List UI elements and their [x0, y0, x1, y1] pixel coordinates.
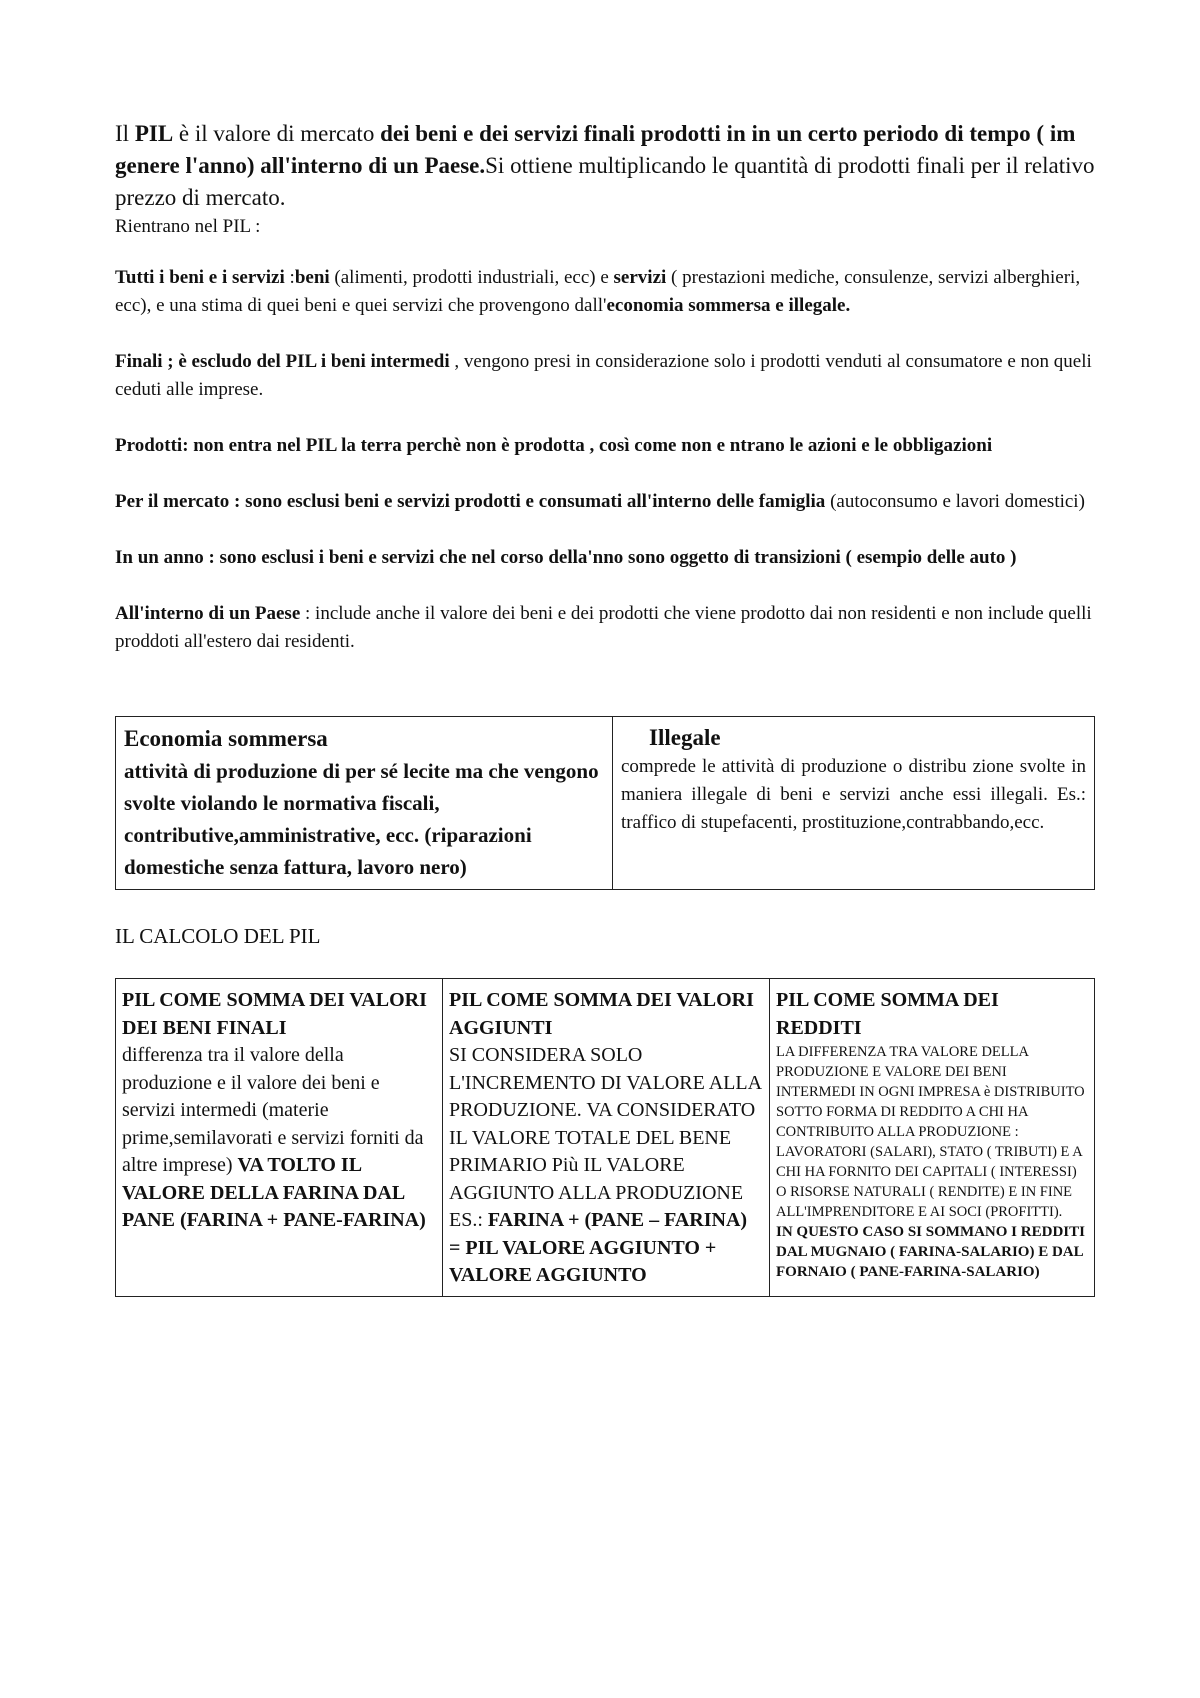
paragraph-tutti: [115, 264, 1095, 320]
text: , vengono presi in considerazione solo i prodotti venduti al consumatore e non queli ceduti alle imprese.: [115, 351, 1092, 400]
paragraph-paese: [115, 600, 1095, 656]
col-head: PIL COME SOMMA DEI VALORI DEI BENI FINALI: [122, 989, 427, 1039]
text: (autoconsumo e lavori domestici): [825, 491, 1085, 512]
col-text: differenza tra il valore della produzione e il valore dei beni e servizi intermedi (materie prime,semilavorati e servizi forniti da altre imprese): [122, 1044, 424, 1176]
sommersa-title: Economia sommersa: [124, 726, 328, 751]
intro-text: Si ottiene multiplicando le quantità di prodotti finali per il relativo prezzo di mercato.: [115, 153, 1095, 210]
bold-text: Tutti i beni e i servizi: [115, 267, 285, 288]
economy-table: [115, 716, 1095, 890]
col-valori-aggiunti: [443, 979, 770, 1297]
intro-bold-pil: PIL: [134, 121, 174, 146]
paragraph-finali: [115, 348, 1095, 404]
bold-text: Prodotti: non entra nel PIL la terra perchè non è prodotta , così come non e ntrano le azioni e le obbligazioni: [115, 435, 993, 456]
paragraph-prodotti: [115, 432, 1095, 460]
intro-bold-definition: dei beni e dei servizi finali prodotti in in un certo periodo di tempo ( im genere l'anno) all'interno di un Paese.: [115, 121, 1076, 178]
col-text: SI CONSIDERA SOLO L'INCREMENTO DI VALORE ALLA PRODUZIONE. VA CONSIDERATO IL VALORE TOTALE DEL BENE PRIMARIO Più IL VALORE AGGIUNTO ALLA PRODUZIONE ES.:: [449, 1044, 761, 1231]
bold-text: Per il mercato : sono esclusi beni e servizi prodotti e consumati all'interno delle famiglia: [115, 491, 826, 512]
bold-text: In un anno : sono esclusi i beni e servizi che nel corso della'nno sono oggetto di transizioni ( esempio delle auto ): [115, 547, 1017, 568]
col-bold: IN QUESTO CASO SI SOMMANO I REDDITI DAL MUGNAIO ( FARINA-SALARIO) E DAL FORNAIO ( PANE-FARINA-SALARIO): [776, 1224, 1085, 1280]
illegale-title: Illegale: [649, 725, 721, 750]
col-beni-finali: [116, 979, 443, 1297]
intro-paragraph: [115, 118, 1095, 214]
sommersa-cell: [116, 717, 613, 890]
text: :: [284, 267, 295, 288]
paragraph-anno: [115, 544, 1095, 572]
table-row: [116, 717, 1095, 890]
illegale-cell: [613, 717, 1095, 890]
col-bold: VA TOLTO IL VALORE DELLA FARINA DAL PANE (FARINA + PANE-FARINA): [122, 1154, 426, 1231]
col-head: PIL COME SOMMA DEI REDDITI: [776, 989, 999, 1039]
text: ( prestazioni mediche, consulenze, servizi alberghieri, ecc), e una stima di quei beni e quei servizi che provengono dall': [115, 267, 1081, 316]
col-head: PIL COME SOMMA DEI VALORI AGGIUNTI: [449, 989, 754, 1039]
bold-text: All'interno di un Paese: [115, 603, 301, 624]
bold-text: economia sommersa e illegale.: [606, 295, 851, 316]
table-row: [116, 979, 1095, 1297]
bold-text: Finali ; è escludo del PIL i beni intermedi: [115, 351, 450, 372]
paragraph-mercato: [115, 488, 1095, 516]
sommersa-text: attività di produzione di per sé lecite ma che vengono svolte violando le normativa fiscali, contributive,amministrative, ecc. (riparazioni domestiche senza fattura, lavoro nero): [124, 759, 599, 879]
col-bold: FARINA + (PANE – FARINA) = PIL VALORE AGGIUNTO + VALORE AGGIUNTO: [449, 1209, 748, 1286]
section-title: IL CALCOLO DEL PIL: [115, 924, 321, 948]
rientrano-line: Rientrano nel PIL :: [115, 216, 261, 237]
document-page: [115, 118, 1095, 1297]
text: (alimenti, prodotti industriali, ecc) e: [329, 267, 614, 288]
calcolo-table: [115, 978, 1095, 1297]
col-text: LA DIFFERENZA TRA VALORE DELLA PRODUZIONE E VALORE DEI BENI INTERMEDI IN OGNI IMPRESA è DISTRIBUITO SOTTO FORMA DI REDDITO A CHI HA CONTRIBUITO ALLA PRODUZIONE : LAVORATORI (SALARI), STATO ( TRIBUTI) E A CHI HA FORNITO DEI CAPITALI ( INTERESSI) O RISORSE NATURALI ( RENDITE) E IN FINE ALL'IMPRENDITORE E AI SOCI (PROFITTI).: [776, 1044, 1085, 1220]
text: : include anche il valore dei beni e dei prodotti che viene prodotto dai non residenti e non include quelli proddoti all'estero dai residenti.: [115, 603, 1092, 652]
intro-text: Il: [115, 121, 135, 146]
bold-text: beni: [294, 267, 330, 288]
intro-text: è il valore di mercato: [173, 121, 381, 146]
illegale-text: comprede le attività di produzione o distribu zione svolte in maniera illegale di beni e servizi anche essi illegali. Es.: traffico di stupefacenti, prostituzione,contrabbando,ecc.: [621, 756, 1086, 833]
bold-text: servizi: [613, 267, 667, 288]
col-redditi: [770, 979, 1095, 1297]
